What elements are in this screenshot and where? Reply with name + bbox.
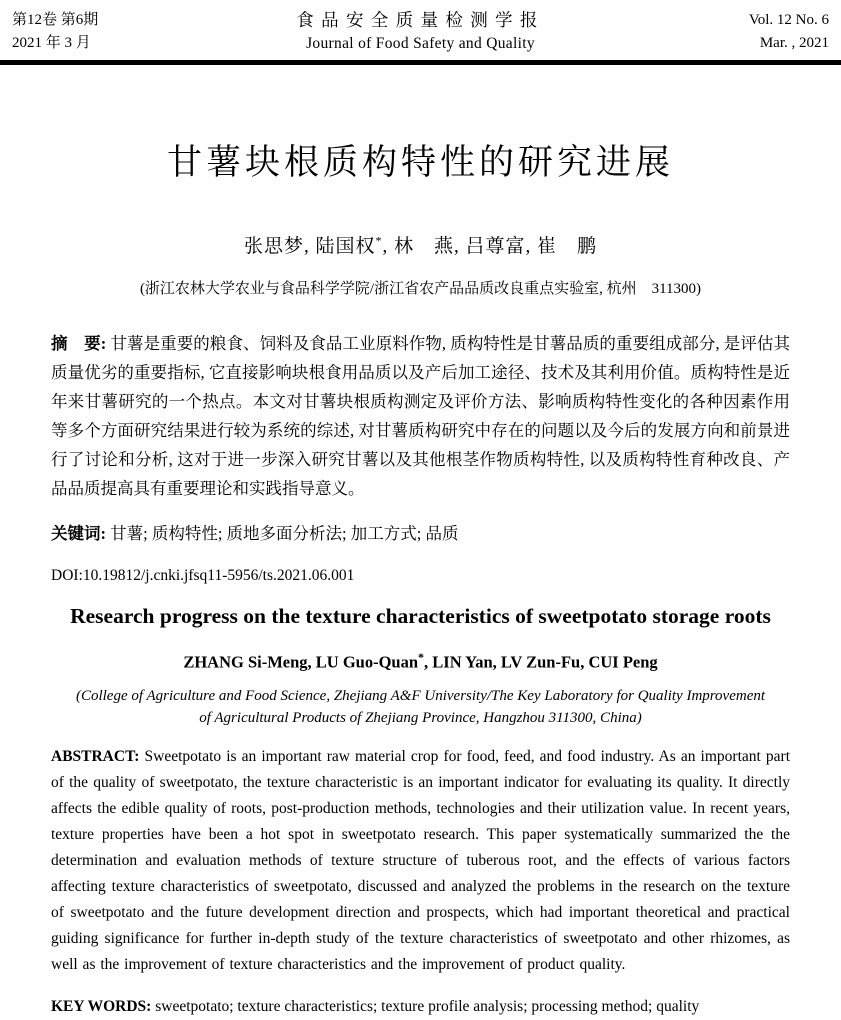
header-volume-info: [629, 9, 829, 55]
authors-en: [51, 650, 790, 673]
keywords-en: [51, 994, 790, 1020]
journal-name: [212, 9, 629, 55]
keywords-en-label: KEY WORDS:: [51, 997, 152, 1015]
authors-en-rest: , LIN Yan, LV Zun-Fu, CUI Peng: [424, 652, 658, 671]
article-title-en: Research progress on the texture characteristics of sweetpotato storage roots: [70, 603, 771, 628]
keywords-cn-label: 关键词:: [51, 523, 106, 543]
affiliation-en: (College of Agriculture and Food Science, Zhejiang A&F University/The Key Laboratory for Quality Improvement of Agricultural Products of Zhejiang Province, Hangzhou 311300, China): [75, 688, 766, 726]
journal-name-cn: 食品安全质量检测学报: [296, 10, 545, 30]
date-cn: 2021 年 3 月: [12, 35, 91, 51]
keywords-en-text: sweetpotato; texture characteristics; texture profile analysis; processing method; quality: [155, 997, 700, 1015]
header-divider: [0, 60, 841, 65]
volume-issue-cn: 第12卷 第6期: [12, 12, 99, 28]
doi: DOI:10.19812/j.cnki.jfsq11-5956/ts.2021.06.001: [51, 567, 355, 584]
date-en: Mar. , 2021: [759, 35, 829, 51]
keywords-cn: [51, 520, 790, 547]
keywords-cn-text: 甘薯; 质构特性; 质地多面分析法; 加工方式; 品质: [110, 523, 459, 543]
abstract-en-label: ABSTRACT:: [51, 748, 140, 765]
header-issue-info: [12, 9, 212, 55]
abstract-cn-label: 摘 要:: [51, 334, 107, 353]
authors-cn-rest: , 林 燕, 吕尊富, 崔 鹏: [382, 236, 598, 257]
journal-header: [0, 0, 841, 55]
volume-issue-en: Vol. 12 No. 6: [748, 12, 829, 28]
authors-cn: [51, 231, 790, 258]
corresponding-author-asterisk-en: *: [418, 649, 425, 664]
affiliation-cn: (浙江农林大学农业与食品科学学院/浙江省农产品品质改良重点实验室, 杭州 311300): [139, 281, 702, 297]
abstract-cn: [51, 329, 790, 503]
abstract-en-text: Sweetpotato is an important raw material crop for food, feed, and food industry. As an important part of the quality of sweetpotato, the texture characteristic is an important indicator for evaluating its quality. It directly affects the edible quality of roots, post-production methods, technologies and their utilization value. In recent years, texture properties have been a hot spot in sweetpotato research. This paper systematically summarized the the determination and evaluation methods of texture structure of tuberous root, and the effects of various factors affecting texture characteristics of sweetpotato, discussed and analyzed the problems in the research on the texture of sweetpotato and the future development direction and prospects, which had important theoretical and practical guiding significance for further in-depth study of the texture characteristics of sweetpotato and other rhizomes, as well as the improvement of texture characteristics and the improvement of product quality.: [51, 748, 790, 973]
authors-en-main: ZHANG Si-Meng, LU Guo-Quan: [183, 652, 419, 671]
journal-name-en: Journal of Food Safety and Quality: [306, 35, 535, 52]
article-title-cn: 甘薯块根质构特性的研究进展: [166, 143, 674, 182]
abstract-cn-text: 甘薯是重要的粮食、饲料及食品工业原料作物, 质构特性是甘薯品质的重要组成部分, 是评估其质量优劣的重要指标, 它直接影响块根食用品质以及产后加工途径、技术及其利用价值。质构特性是近年来甘薯研究的一个热点。本文对甘薯块根质构测定及评价方法、影响质构特性变化的各种因素作用等多个方面研究结果进行较为系统的综述, 对甘薯质构研究中存在的问题以及今后的发展方向和前景进行了讨论和分析, 这对于进一步深入研究甘薯以及其他根茎作物质构特性, 以及质构特性育种改良、产品品质提高具有重要理论和实践指导意义。: [51, 334, 791, 498]
abstract-en: [51, 744, 790, 978]
article-content: [0, 135, 841, 1020]
corresponding-author-asterisk: *: [375, 233, 383, 248]
authors-cn-main: 张思梦, 陆国权: [243, 236, 376, 257]
